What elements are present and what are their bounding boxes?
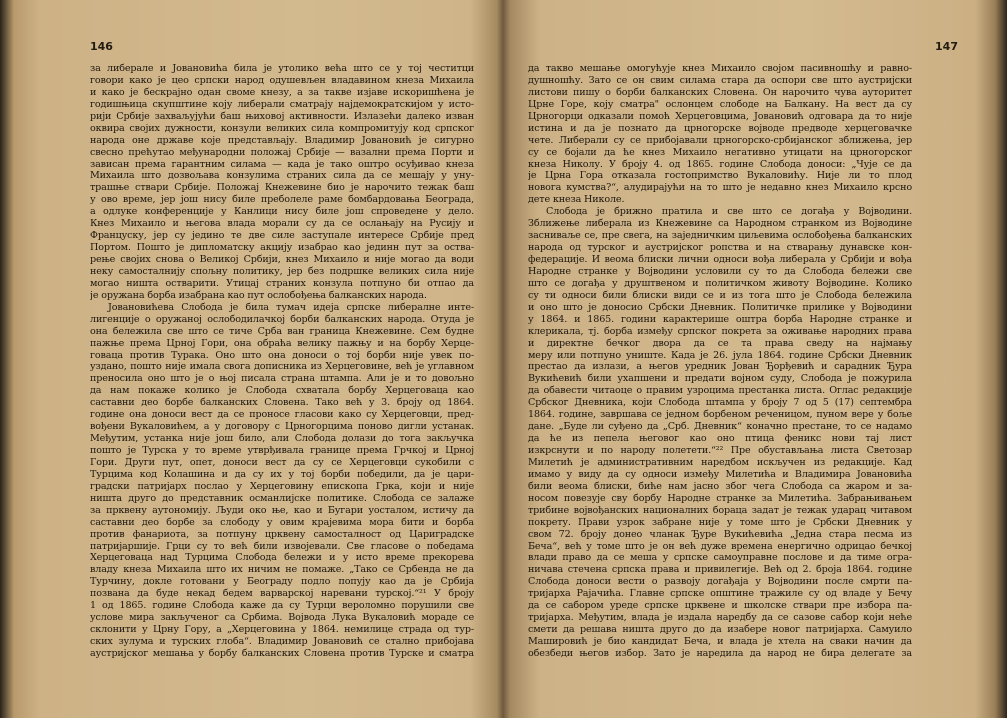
text-line: су ти односи били блиски види се и из тога што је Слобода бележила [528, 289, 912, 301]
text-line: били веома блиски, биће нам јасно због чега Слобода са жаром и за- [528, 480, 912, 492]
text-line: за прквену аутономију. Људи око ње, као и Бугари уосталом, истичу да [90, 504, 474, 516]
text-line: влади право да се меша у српске самоуправне послове и да тиме огра- [528, 552, 912, 564]
text-line: Француску, јер су једино те две силе заступале интересе Србије пред [90, 230, 474, 242]
text-line: говаца против Турака. Оно што она доноси о тој борби није увек по- [90, 349, 474, 361]
text-line: она бележила све што се тиче Срба ван граница Кнежевине. Сем будне [90, 325, 474, 337]
text-line: је оружана борба изабрана као пут ослобођења балканских народа. [90, 289, 427, 301]
text-line: Турчину, докле готовани у Београду подло попују као да је Србија [90, 576, 474, 588]
text-line: имамо у виду да су односи између Милетића и Владимира Јовановића [528, 468, 912, 480]
text-line: чете. Либерали су се прибојавали црногорско-србијанског зближења, јер [528, 134, 912, 146]
text-line: за либерале и Јовановића била је утолико већа што се у тој честитци [90, 63, 474, 74]
text-line: Јовановићева Слобода је била тумач идеја српске либералне инте- [108, 301, 474, 313]
text-line: позвана да буде некад бедем варварској наревани турској.“²¹ У броју [90, 588, 474, 600]
text-line: вођени Вукаловићем, а у договору с Црногорцима поново дигли устанак. [90, 421, 474, 433]
text-line: кнеза Николу. У броју 4. од 1865. године Слобода доноси: „Чује се да [528, 158, 912, 170]
text-line: Михаила што дозвољава конзулима страних сила да се мешају у уну- [90, 170, 474, 182]
text-line: да ће из пепела његовог као оно птица феникс нови тај лист [528, 433, 912, 445]
text-line: саставни део борбе за слободу у овим крајевима мора бити и борба [90, 516, 474, 528]
text-line: што се догађа у друштвеном и политичком животу Војводине. Колико [528, 277, 912, 289]
text-line: Слобода је брижно пратила и све што се догађа у Војводини. [546, 206, 912, 218]
text-line: су се бојали да ће кнез Михаило негативно утицати на црногорског [528, 146, 912, 158]
text-line: да такво мешање омогућује кнез Михаило својом пасивношћу и равно- [528, 63, 912, 74]
text-line: смети да решава ништа друго до да изабере новог патријарха. Самуило [528, 624, 912, 636]
text-line: трибине војвођанских националних бораца задат је тежак ударац читавом [528, 504, 912, 516]
page-number: 146 [90, 40, 113, 53]
text-line: је Црна Гора отказала гостопримство Вукаловићу. Није ли то плод [528, 170, 912, 182]
page-text [528, 63, 912, 660]
page-number: 147 [935, 40, 958, 53]
text-line: новога кумства?“, алудирајући на то што је недавно кнез Михаило крсно [528, 182, 912, 194]
text-line: зависан према гарантним силама — када је тако оштро осуђивао кнеза [90, 158, 474, 170]
text-line: Међутим, устанка није још било, али Слобода долази до тога закључка [90, 433, 474, 445]
text-line: аустријског мешања у борбу балканских Словена против Турске и сматра [90, 647, 474, 659]
text-line: обезбеди његов избор. Зато је наредила да народ не бира делегате за [528, 647, 912, 659]
text-line: меру или потпуно униште. Када је 26. јула 1864. године Србски Дневник [528, 349, 912, 361]
text-line: годишњица скупштине коју либерали сматрају најдемократскијом у исто- [90, 98, 474, 110]
text-line: федерације. И веома блиски лични односи вођа либерала у Србији и вођа [528, 254, 912, 265]
text-line: клерикала, тј. борба између српског покрета за оживање народних права [528, 325, 912, 337]
page-text [90, 63, 474, 660]
text-line: неку самосталнију спољну политику, јер без подршке великих сила није [90, 265, 474, 277]
text-line: истина и да је познато да црногорске војводе предводе херцеговачке [528, 122, 912, 134]
text-line: Беча“, већ у томе што је он већ дуже времена енергично одрицао бечкој [528, 540, 912, 552]
text-line: пажње према Црној Гори, она обраћа велику пажњу и на борбу Херце- [90, 337, 474, 349]
text-line: Зближење либерала из Кнежевине са Народном странком из Војводине [528, 218, 912, 230]
text-line: владу кнеза Михаила што их ничим не помаже. „Тако се Србенда не да [90, 564, 474, 576]
text-line: засниваље се, пре свега, на заједничким циљевима ослобођења балканских [528, 230, 912, 242]
text-line: саставни део борбе балканских Словена. Тако већ у 3. броју од 1864. [90, 397, 474, 409]
text-line: 1864. године, завршава се једном борбеном реченицом, пуном вере у боље [528, 409, 912, 421]
text-line: лигенције о оружаној ослободилачкој борби балканских народа. Отуда је [90, 313, 474, 325]
text-line: Портом. Пошто је дипломатску акцију изабрао као јединн пут за оства- [90, 242, 474, 254]
text-line: Црне Горе, коју сматра" ослонцем слободе на Балкану. На вест да су [528, 98, 912, 110]
left-page [18, 0, 488, 718]
text-line: склонити у Црну Гору, а „Херцеговина у 1864. немилице страда од тур- [90, 624, 474, 636]
text-line: градски патријарх послао у Херцеговину епископа Грка, који и није [90, 480, 474, 492]
text-line: свом 72. броју донео чланак Ђуре Вукићевића „Једна стара песма из [528, 528, 912, 540]
text-line: Србског Дневника, који Слобода штампа у броју 7 од 5 (17) септембра [528, 397, 912, 409]
text-line: народа оне државе које представљају. Владимир Јовановић је сигурно [90, 134, 474, 146]
text-line: Херцеговаца над Турцима Слобода бележи и у исто време прекорева [90, 552, 474, 564]
text-line: и директне бечког двора да се та права сведу на најмању [528, 337, 912, 349]
text-line: против фанариота, за потпуну црквену самосталност од Цариградске [90, 528, 474, 540]
text-line: говори како је цео српски народ одушевљен владавином кнеза Михаила [90, 74, 474, 86]
text-line: носом повезује сву борбу Народне странке за Милетића. Забрањивањем [528, 492, 912, 504]
text-line: преносила оно што је о њој писала страна штампа. Али је и то довољно [90, 373, 474, 385]
text-line: ништа друго до представник османлијске политике. Слобода се залаже [90, 492, 474, 504]
text-line: ничава стечена српска права и привилегије. Већ од 2. броја 1864. године [528, 564, 912, 576]
text-line: дане. „Буде ли суђено да „Срб. Дневник“ коначно престане, то се надамо [528, 421, 912, 433]
text-line: Машировић је био кандидат Беча, и влада је хтела на сваки начин да [528, 636, 912, 647]
text-line: патријаршије. Грци су то већ били извојевали. Све гласове о победама [90, 540, 474, 552]
text-line: а одлуке конференције у Канлици нису биле још спроведене у дело. [90, 206, 474, 218]
text-line: свесно прећутао међународни положај Србије — вазални према Порти и [90, 146, 474, 158]
text-line: душношћу. Зато се он свим силама стара да оспори све што аустријски [528, 74, 912, 86]
text-line: листови пишу о борби балканских Словена. Он нарочито чува ауторитет [528, 86, 912, 98]
text-line: Милетић је административним наредбом искључен из редакције. Кад [528, 456, 912, 468]
text-line: народа од турског и аустријског ропства и на стварању дунавске кон- [528, 242, 912, 254]
text-line: рији Србије захваљујући баш њиховој активности. Излазећи далеко изван [90, 110, 474, 122]
text-line: тријарха. Међутим, влада је издала наредбу да се сазове сабор који неће [528, 612, 912, 624]
text-line: Црногорци одказали помоћ Херцеговцима, Јовановић одговара да то није [528, 110, 912, 122]
text-line: услове мира закљученог са Србима. Војвода Лука Вукаловић мораде се [90, 612, 474, 624]
text-line: рење својих снова о Великој Србији, кнез Михаило и није могао да води [90, 254, 474, 265]
text-line: у 1864. и 1865. години карактерише оштра борба Народне странке и [528, 313, 912, 325]
right-page [518, 0, 988, 718]
text-line: покрету. Прави узрок забране није у томе што је Србски Дневник у [528, 516, 912, 528]
text-line: године она доноси вест да се проносе гласови како су Херцеговци, пред- [90, 409, 474, 421]
text-line: и како је бескрајно одан своме кнезу, а за такве изјаве искоришћена је [90, 86, 474, 98]
text-line: Гори. Други пут, опет, доноси вест да су се Херцеговци сукобили с [90, 456, 474, 468]
text-line: могао ништа остварити. Утицај страних конзула потпуно би отпао да [90, 277, 474, 289]
text-line: уздано, пошто није имала свога дописника из Херцеговине, већ је углавном [90, 361, 474, 373]
text-line: Турцима код Колашина и да су их у тој борби победили, да је цари- [90, 468, 474, 480]
text-line: и оно што је доносио Србски Дневник. Политичке прилике у Војводини [528, 301, 912, 313]
text-line: дете кнеза Николе. [528, 194, 625, 206]
text-line: да нам покаже колико је Слобода схватала борбу Херцеговаца као [90, 385, 474, 397]
text-line: да се сабором уреде српске црквене и школске ствари пре избора па- [528, 600, 912, 612]
text-line: у ово време, јер још нису биле преболеле раме бомбардовања Београда, [90, 194, 474, 206]
text-line: Вукићевић били ухапшени и предати војном суду, Слобода је пожурила [528, 373, 912, 385]
text-line: Кнез Михаило и његова влада морали су да се ослањају на Русију и [90, 218, 474, 230]
text-line: престао да излази, а његов уредник Јован Ђорђевић и сарадник Ђура [528, 361, 912, 373]
text-line: Слобода доноси вести о развоју догађаја у Војводини после смрти па- [528, 576, 912, 588]
text-line: тријарха Рајачића. Главне српске општине тражиле су од владе у Бечу [528, 588, 912, 600]
text-line: оквира својих дужности, конзули великих сила компромитују код српског [90, 122, 474, 134]
text-line: да обавести читаоце о правим узроцима престанка листа. Оглас редакције [528, 385, 912, 397]
text-line: 1 од 1865. године Слобода каже да су Турци вероломно порушили све [90, 600, 474, 612]
text-line: ских зулума и турских глоба“. Владимир Јовановић се стално прибојава [90, 636, 474, 647]
text-line: трашње ствари Србије. Положај Кнежевине био је нарочито тежак баш [90, 182, 474, 194]
text-line: изкрснути и по народу полетети.“²² Пре обустављања листа Светозар [528, 445, 912, 456]
text-line: Народне странке у Војводини условили су то да Слобода бележи све [528, 265, 912, 277]
text-line: пошто је Турска у то време утврђивала границе према Грчкој и Црној [90, 445, 474, 456]
